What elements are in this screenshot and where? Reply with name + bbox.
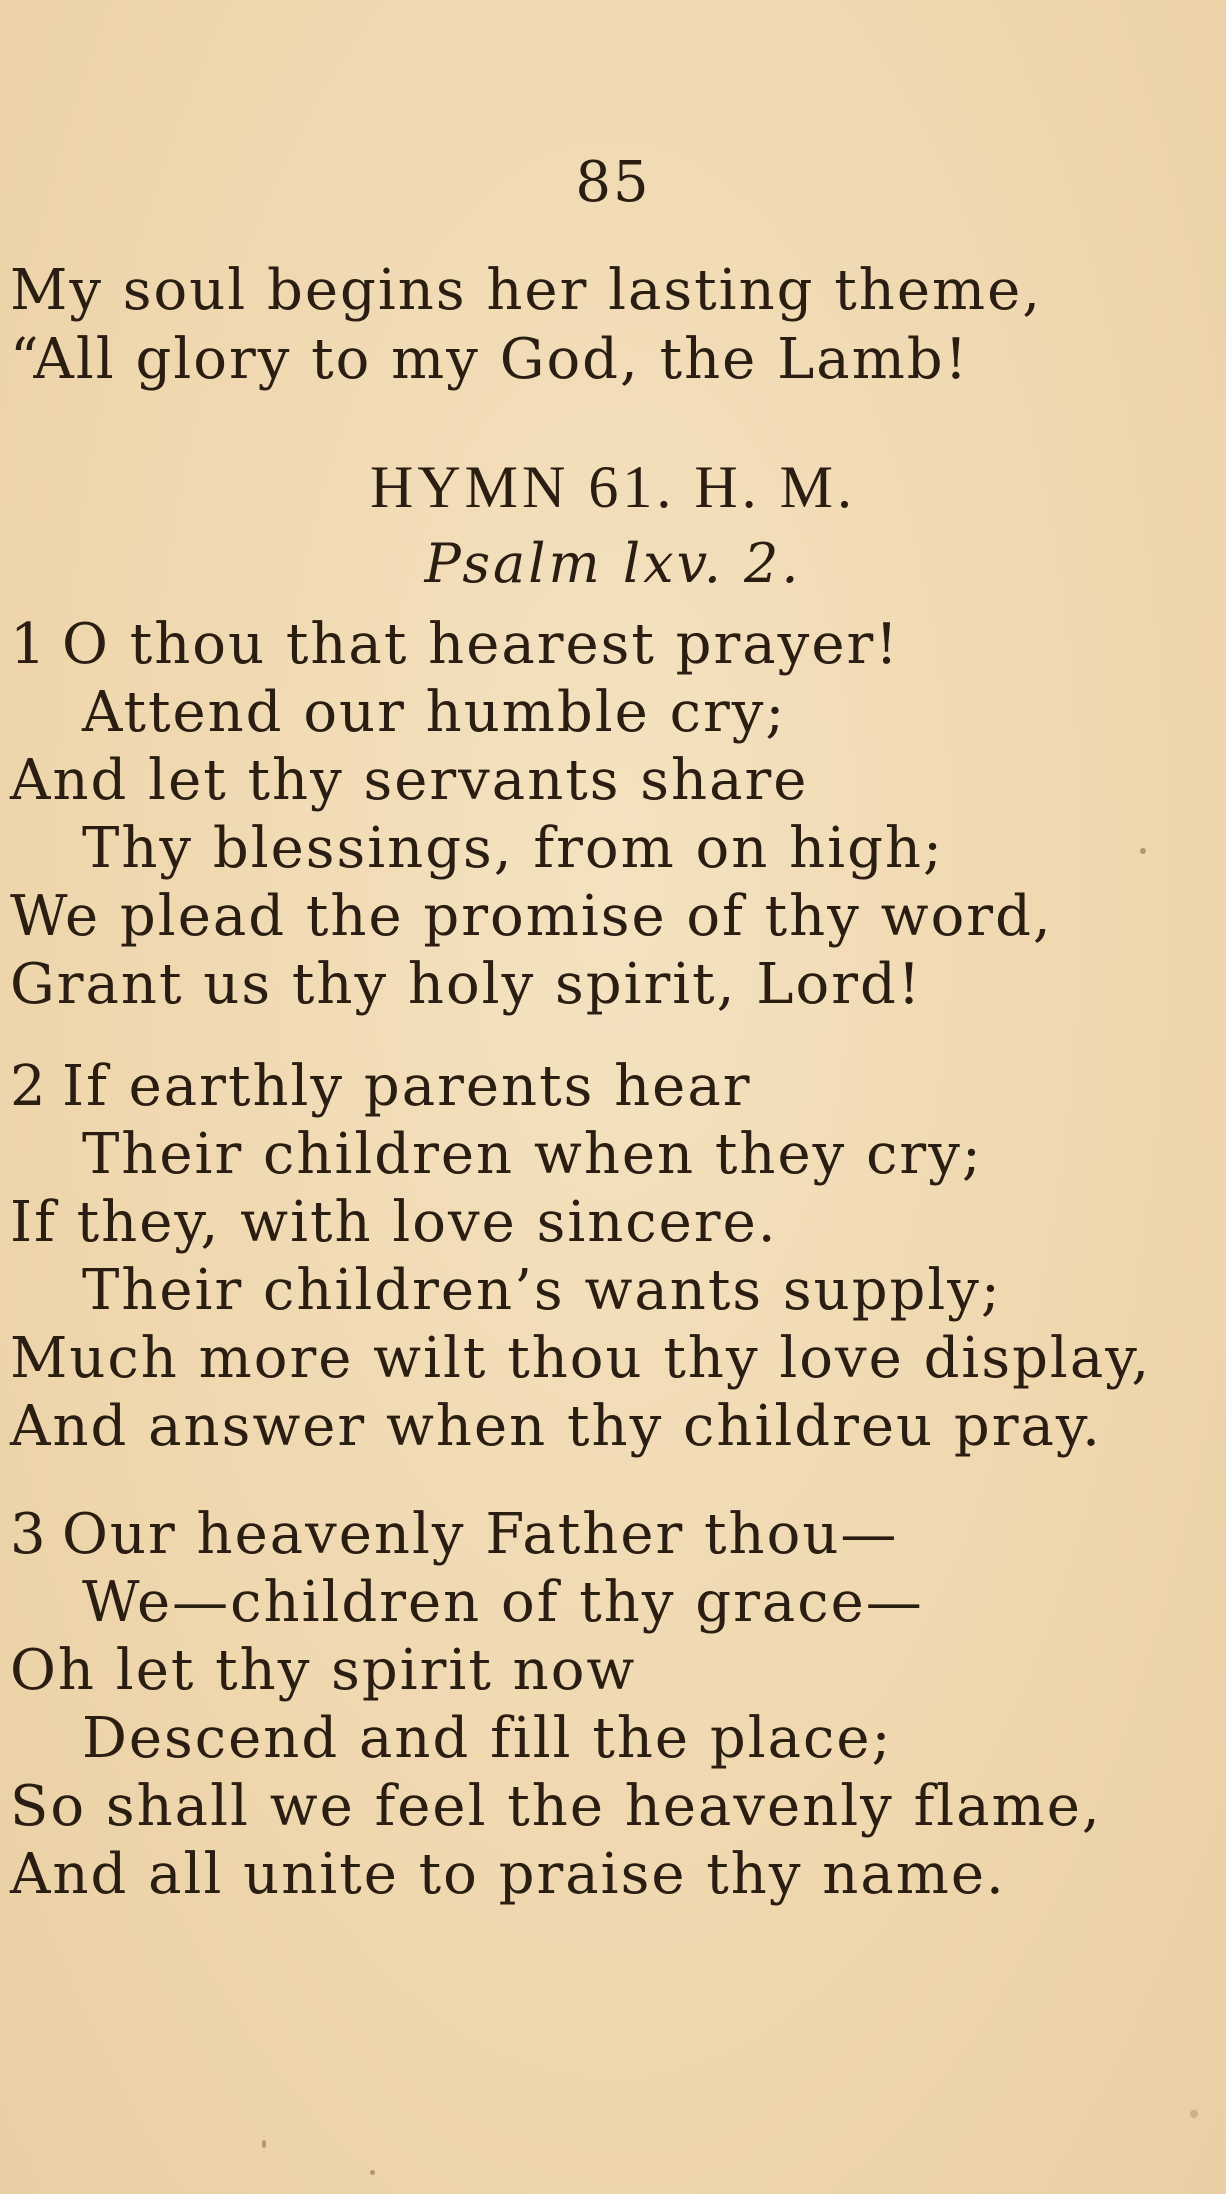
stanza-2-line-6: And answer when thy childreu pray. [10,1394,1102,1459]
hymn-title: HYMN 61. H. M. [369,454,857,520]
stanza-2-line-1 [10,1054,751,1119]
carryover-line: My soul begins her lasting theme, [10,258,1043,323]
stanza-number: 1 [10,612,48,677]
stanza-3-line-6: And all unite to praise thy name. [10,1842,1006,1907]
stanza-1-line-3: And let thy servants share [10,748,809,813]
paper-speck [1140,848,1146,854]
carryover-line: “All glory to my God, the Lamb! [10,327,970,392]
paper-speck [370,2170,375,2175]
stanza-1-line-1 [10,612,900,677]
stanza-2-line-2: Their children when they cry; [82,1122,983,1187]
stanza-2-line-4: Their children’s wants supply; [82,1258,1002,1323]
stanza-1-line-5: We plead the promise of thy word, [10,884,1053,949]
stanza-3-line-1 [10,1502,898,1567]
paper-speck [262,2140,266,2148]
stanza-2-line-5: Much more wilt thou thy love display, [10,1326,1152,1391]
stanza-3-line-5: So shall we feel the heavenly flame, [10,1774,1102,1839]
stanza-line-text: O thou that hearest prayer! [62,612,900,677]
stanza-1-line-6: Grant us thy holy spirit, Lord! [10,952,923,1017]
stanza-1-line-4: Thy blessings, from on high; [82,816,944,881]
stanza-1-line-2: Attend our humble cry; [82,680,787,745]
stanza-line-text: Our heavenly Father thou— [62,1502,899,1567]
stanza-3-line-2: We—children of thy grace— [82,1570,924,1635]
stanza-line-text: If earthly parents hear [62,1054,752,1119]
stanza-number: 3 [10,1502,48,1567]
stanza-number: 2 [10,1054,48,1119]
stanza-3-line-4: Descend and fill the place; [82,1706,893,1771]
stanza-2-line-3: If they, with love sincere. [10,1190,778,1255]
stanza-3-line-3: Oh let thy spirit now [10,1638,637,1703]
hymn-subtitle: Psalm lxv. 2. [424,532,802,595]
paper-speck [1190,2110,1198,2118]
page-number: 85 [575,150,651,215]
